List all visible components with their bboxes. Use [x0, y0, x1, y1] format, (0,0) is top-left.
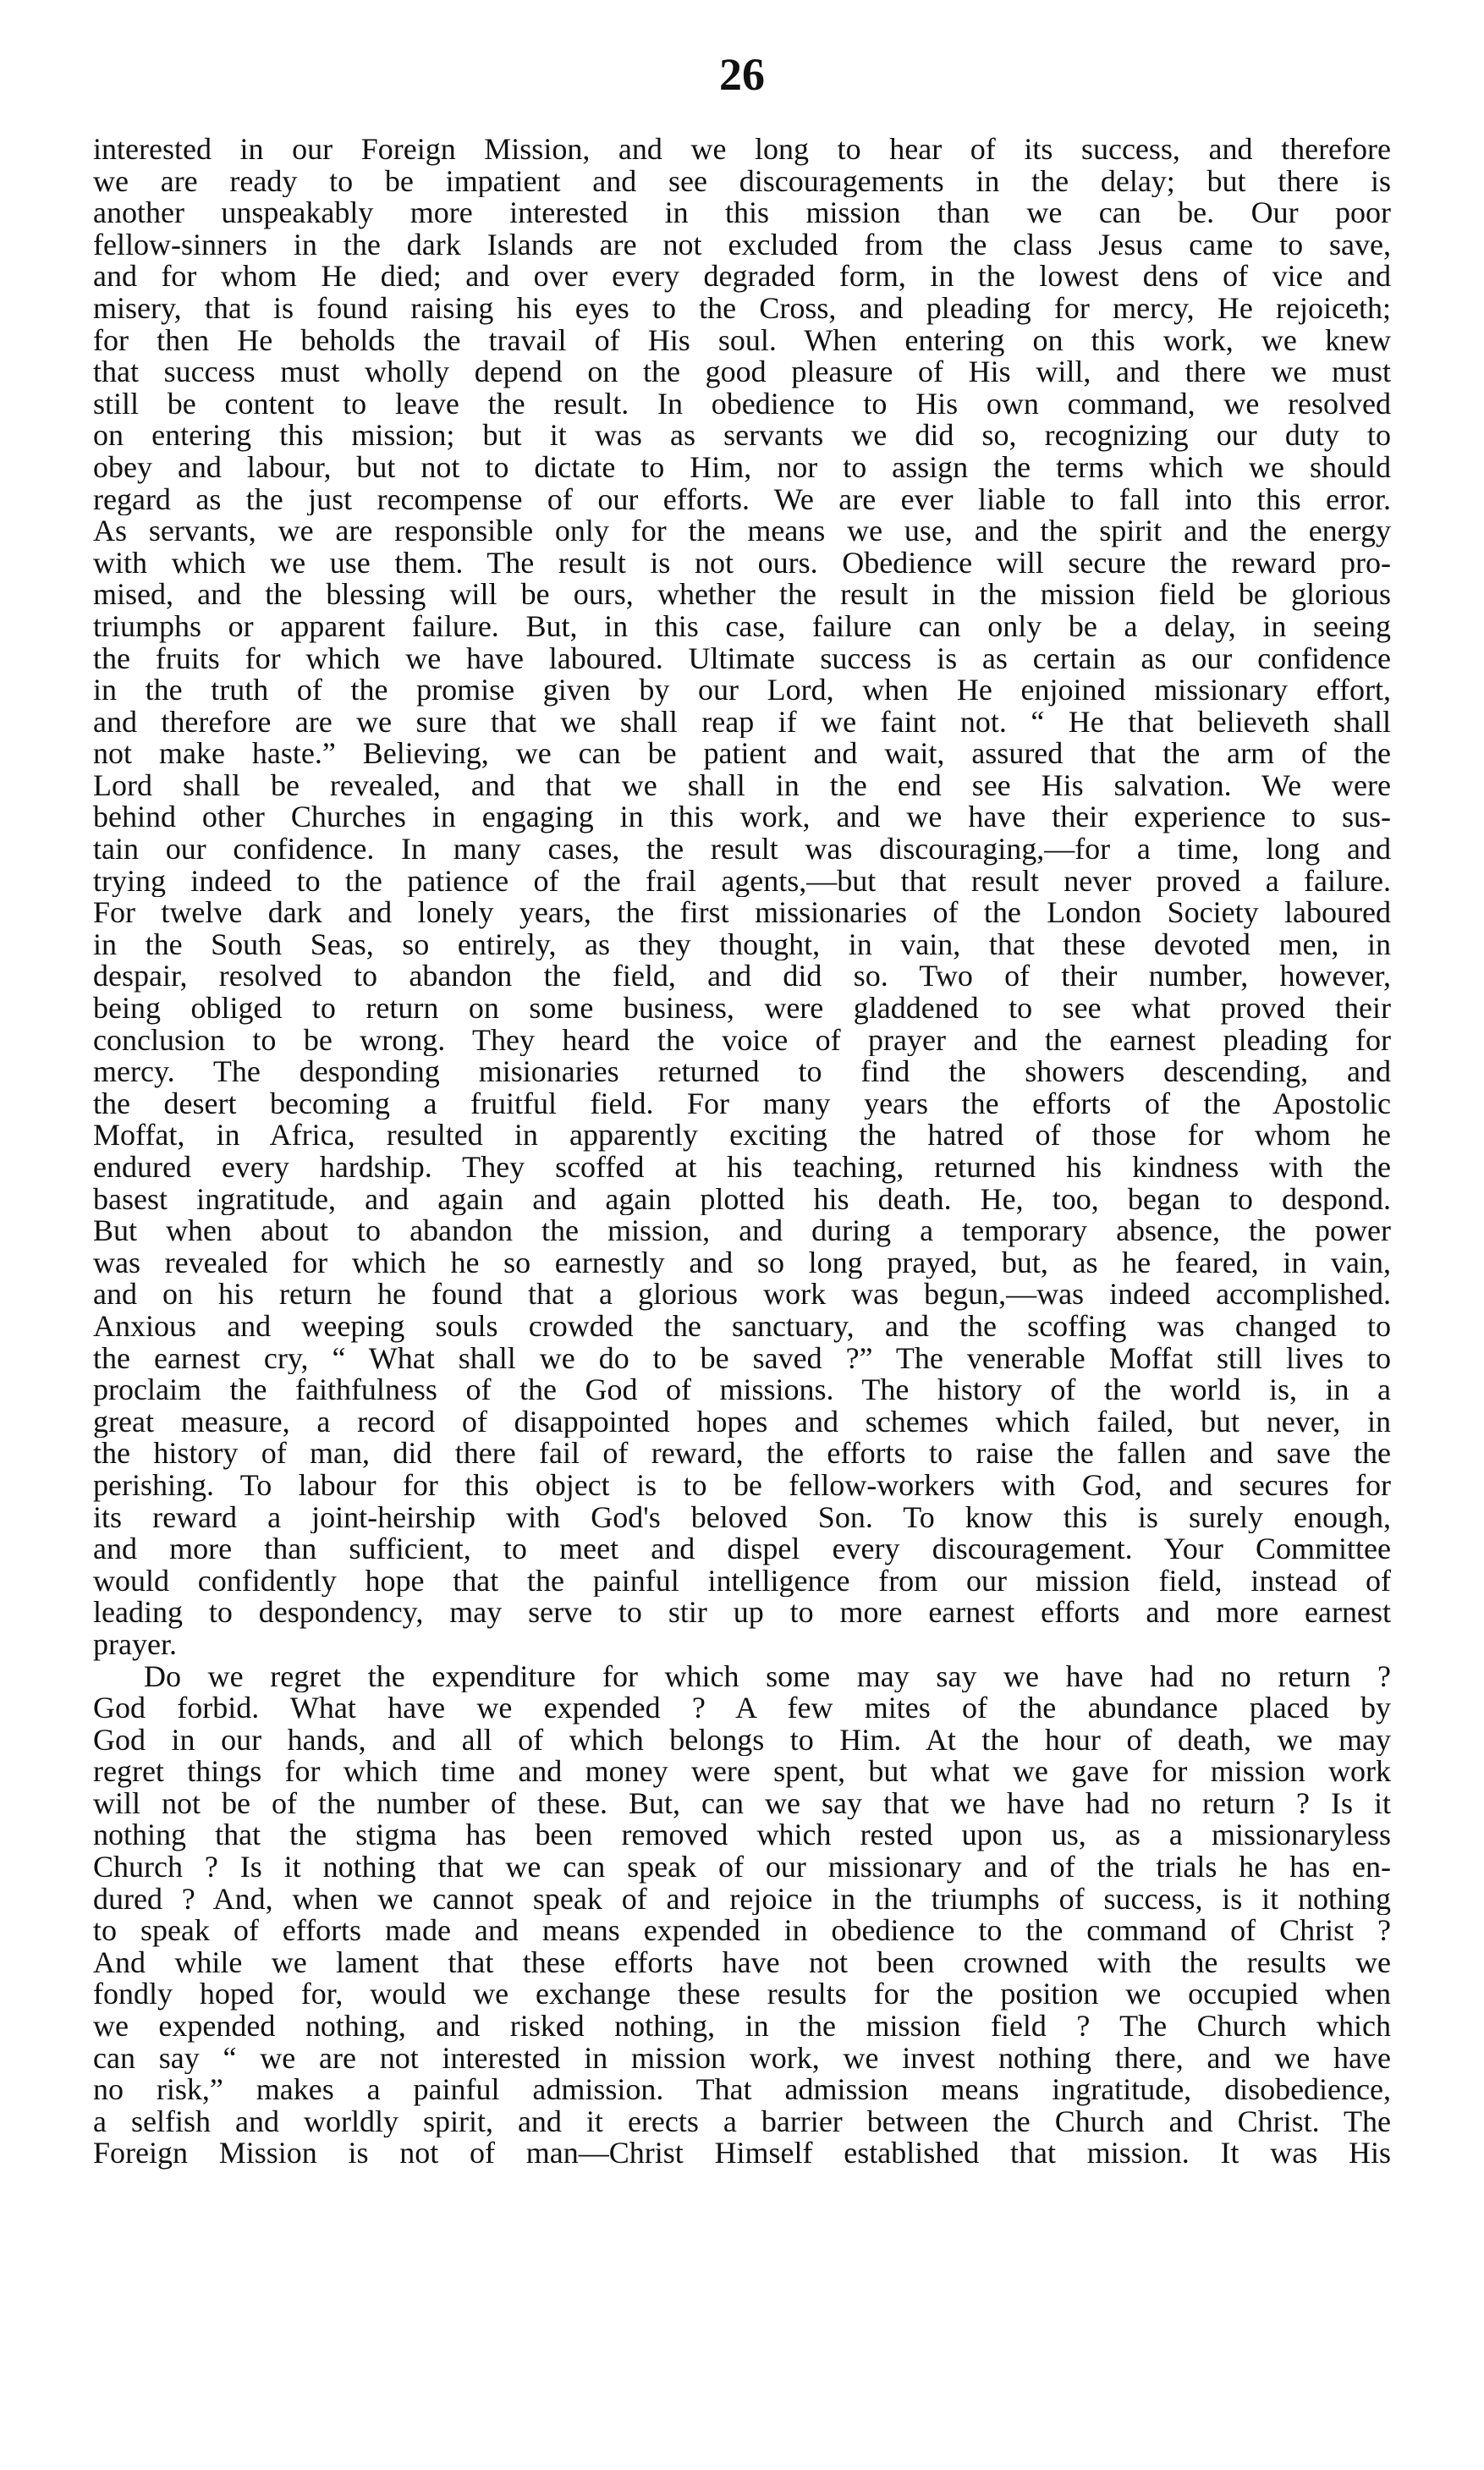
text-line: and more than sufficient, to meet and dispel every discouragement. Your Committee — [93, 1533, 1391, 1565]
text-line: endured every hardship. They scoffed at his teaching, returned his kindness with the — [93, 1152, 1391, 1184]
text-line: another unspeakably more interested in this mission than we can be. Our poor — [93, 197, 1391, 229]
text-line: fellow-sinners in the dark Islands are not excluded from the class Jesus came to save, — [93, 228, 1391, 261]
text-line: mercy. The desponding misionaries returned to find the showers descending, and — [93, 1056, 1391, 1088]
text-line: despair, resolved to abandon the field, and did so. Two of their number, however, — [93, 960, 1391, 993]
text-line: prayer. — [93, 1628, 177, 1661]
text-line: and therefore are we sure that we shall reap if we faint not. “ He that believeth shall — [93, 706, 1391, 739]
text-line: proclaim the faithfulness of the God of missions. The history of the world is, in a — [93, 1374, 1391, 1406]
text-line: the history of man, did there fail of reward, the efforts to raise the fallen and save the — [93, 1438, 1391, 1470]
text-line: As servants, we are responsible only for the means we use, and the spirit and the energy — [93, 515, 1391, 547]
text-line: trying indeed to the patience of the frail agents,—but that result never proved a failure. — [93, 865, 1391, 898]
text-line: For twelve dark and lonely years, the first missionaries of the London Society laboured — [93, 897, 1391, 929]
text-line: Foreign Mission is not of man—Christ Himself established that mission. It was His — [93, 2137, 1391, 2170]
text-line: conclusion to be wrong. They heard the voice of prayer and the earnest pleading for — [93, 1024, 1391, 1057]
text-line: And while we lament that these efforts have not been crowned with the results we — [93, 1946, 1391, 1979]
text-line: mised, and the blessing will be ours, whether the result in the mission field be glorious — [93, 579, 1391, 611]
text-line: Church ? Is it nothing that we can speak of our missionary and of the trials he has en- — [93, 1851, 1391, 1884]
text-line: leading to despondency, may serve to stir up to more earnest efforts and more earnest — [93, 1597, 1391, 1629]
text-line: in the South Seas, so entirely, as they thought, in vain, that these devoted men, in — [93, 928, 1391, 961]
text-line: to speak of efforts made and means expended in obedience to the command of Christ ? — [93, 1915, 1391, 1947]
text-line: for then He beholds the travail of His soul. When entering on this work, we knew — [93, 324, 1391, 357]
text-line: was revealed for which he so earnestly and so long prayed, but, as he feared, in vain, — [93, 1246, 1391, 1279]
text-line: the desert becoming a fruitful field. For many years the efforts of the Apostolic — [93, 1087, 1391, 1120]
text-line: no risk,” makes a painful admission. That admission means ingratitude, disobedience, — [93, 2074, 1391, 2106]
text-line: obey and labour, but not to dictate to Him, nor to assign the terms which we should — [93, 451, 1391, 484]
text-line: Lord shall be revealed, and that we shall in the end see His salvation. We were — [93, 769, 1391, 802]
text-line: in the truth of the promise given by our Lord, when He enjoined missionary effort, — [93, 674, 1391, 707]
text-line: great measure, a record of disappointed hopes and schemes which failed, but never, in — [93, 1406, 1391, 1439]
body-text — [93, 134, 1391, 2170]
text-line: can say “ we are not interested in mission work, we invest nothing there, and we have — [93, 2042, 1391, 2075]
text-line: still be content to leave the result. In obedience to His own command, we resolved — [93, 388, 1391, 421]
text-line: behind other Churches in engaging in this work, and we have their experience to sus- — [93, 801, 1391, 834]
text-line: will not be of the number of these. But, can we say that we have had no return ? Is it — [93, 1787, 1391, 1820]
text-line: that success must wholly depend on the good pleasure of His will, and there we must — [93, 356, 1391, 388]
text-line: Do we regret the expenditure for which some may say we have had no return ? — [144, 1660, 1391, 1693]
text-line: misery, that is found raising his eyes to the Cross, and pleading for mercy, He rejoiceth; — [93, 292, 1391, 325]
text-line: Anxious and weeping souls crowded the sanctuary, and the scoffing was changed to — [93, 1310, 1391, 1343]
text-line: nothing that the stigma has been removed which rested upon us, as a missionaryless — [93, 1819, 1391, 1852]
text-line: not make haste.” Believing, we can be patient and wait, assured that the arm of the — [93, 738, 1391, 770]
text-line: we expended nothing, and risked nothing, in the mission field ? The Church which — [93, 2011, 1391, 2043]
text-line: But when about to abandon the mission, and during a temporary absence, the power — [93, 1215, 1391, 1247]
text-line: we are ready to be impatient and see discouragements in the delay; but there is — [93, 165, 1391, 198]
text-line: interested in our Foreign Mission, and we long to hear of its success, and therefore — [93, 134, 1391, 166]
text-line: triumphs or apparent failure. But, in this case, failure can only be a delay, in seeing — [93, 610, 1391, 643]
text-line: would confidently hope that the painful intelligence from our mission field, instead of — [93, 1565, 1391, 1598]
text-line: a selfish and worldly spirit, and it erects a barrier between the Church and Christ. The — [93, 2105, 1391, 2138]
text-line: the fruits for which we have laboured. Ultimate success is as certain as our confidence — [93, 642, 1391, 675]
text-line: with which we use them. The result is not ours. Obedience will secure the reward pro- — [93, 547, 1391, 580]
text-line: basest ingratitude, and again and again plotted his death. He, too, began to despond. — [93, 1183, 1391, 1216]
text-line: regret things for which time and money were spent, but what we gave for mission work — [93, 1756, 1391, 1788]
text-line: being obliged to return on some business, were gladdened to see what proved their — [93, 993, 1391, 1025]
text-line: the earnest cry, “ What shall we do to be saved ?” The venerable Moffat still lives to — [93, 1342, 1391, 1375]
text-line: and for whom He died; and over every degraded form, in the lowest dens of vice and — [93, 261, 1391, 293]
text-line: fondly hoped for, would we exchange these results for the position we occupied when — [93, 1978, 1391, 2011]
text-line: regard as the just recompense of our efforts. We are ever liable to fall into this error. — [93, 483, 1391, 516]
text-line: dured ? And, when we cannot speak of and rejoice in the triumphs of success, is it nothing — [93, 1883, 1391, 1916]
text-line: perishing. To labour for this object is to be fellow-workers with God, and secures for — [93, 1469, 1391, 1502]
page-number: 26 — [719, 49, 765, 100]
text-line: God in our hands, and all of which belongs to Him. At the hour of death, we may — [93, 1724, 1391, 1757]
text-line: tain our confidence. In many cases, the result was discouraging,—for a time, long and — [93, 833, 1391, 866]
text-line: and on his return he found that a glorious work was begun,—was indeed accomplished. — [93, 1279, 1391, 1311]
text-line: Moffat, in Africa, resulted in apparently exciting the hatred of those for whom he — [93, 1119, 1391, 1152]
text-line: its reward a joint-heirship with God's beloved Son. To know this is surely enough, — [93, 1501, 1391, 1534]
text-line: God forbid. What have we expended ? A few mites of the abundance placed by — [93, 1692, 1391, 1725]
text-line: on entering this mission; but it was as servants we did so, recognizing our duty to — [93, 420, 1391, 452]
